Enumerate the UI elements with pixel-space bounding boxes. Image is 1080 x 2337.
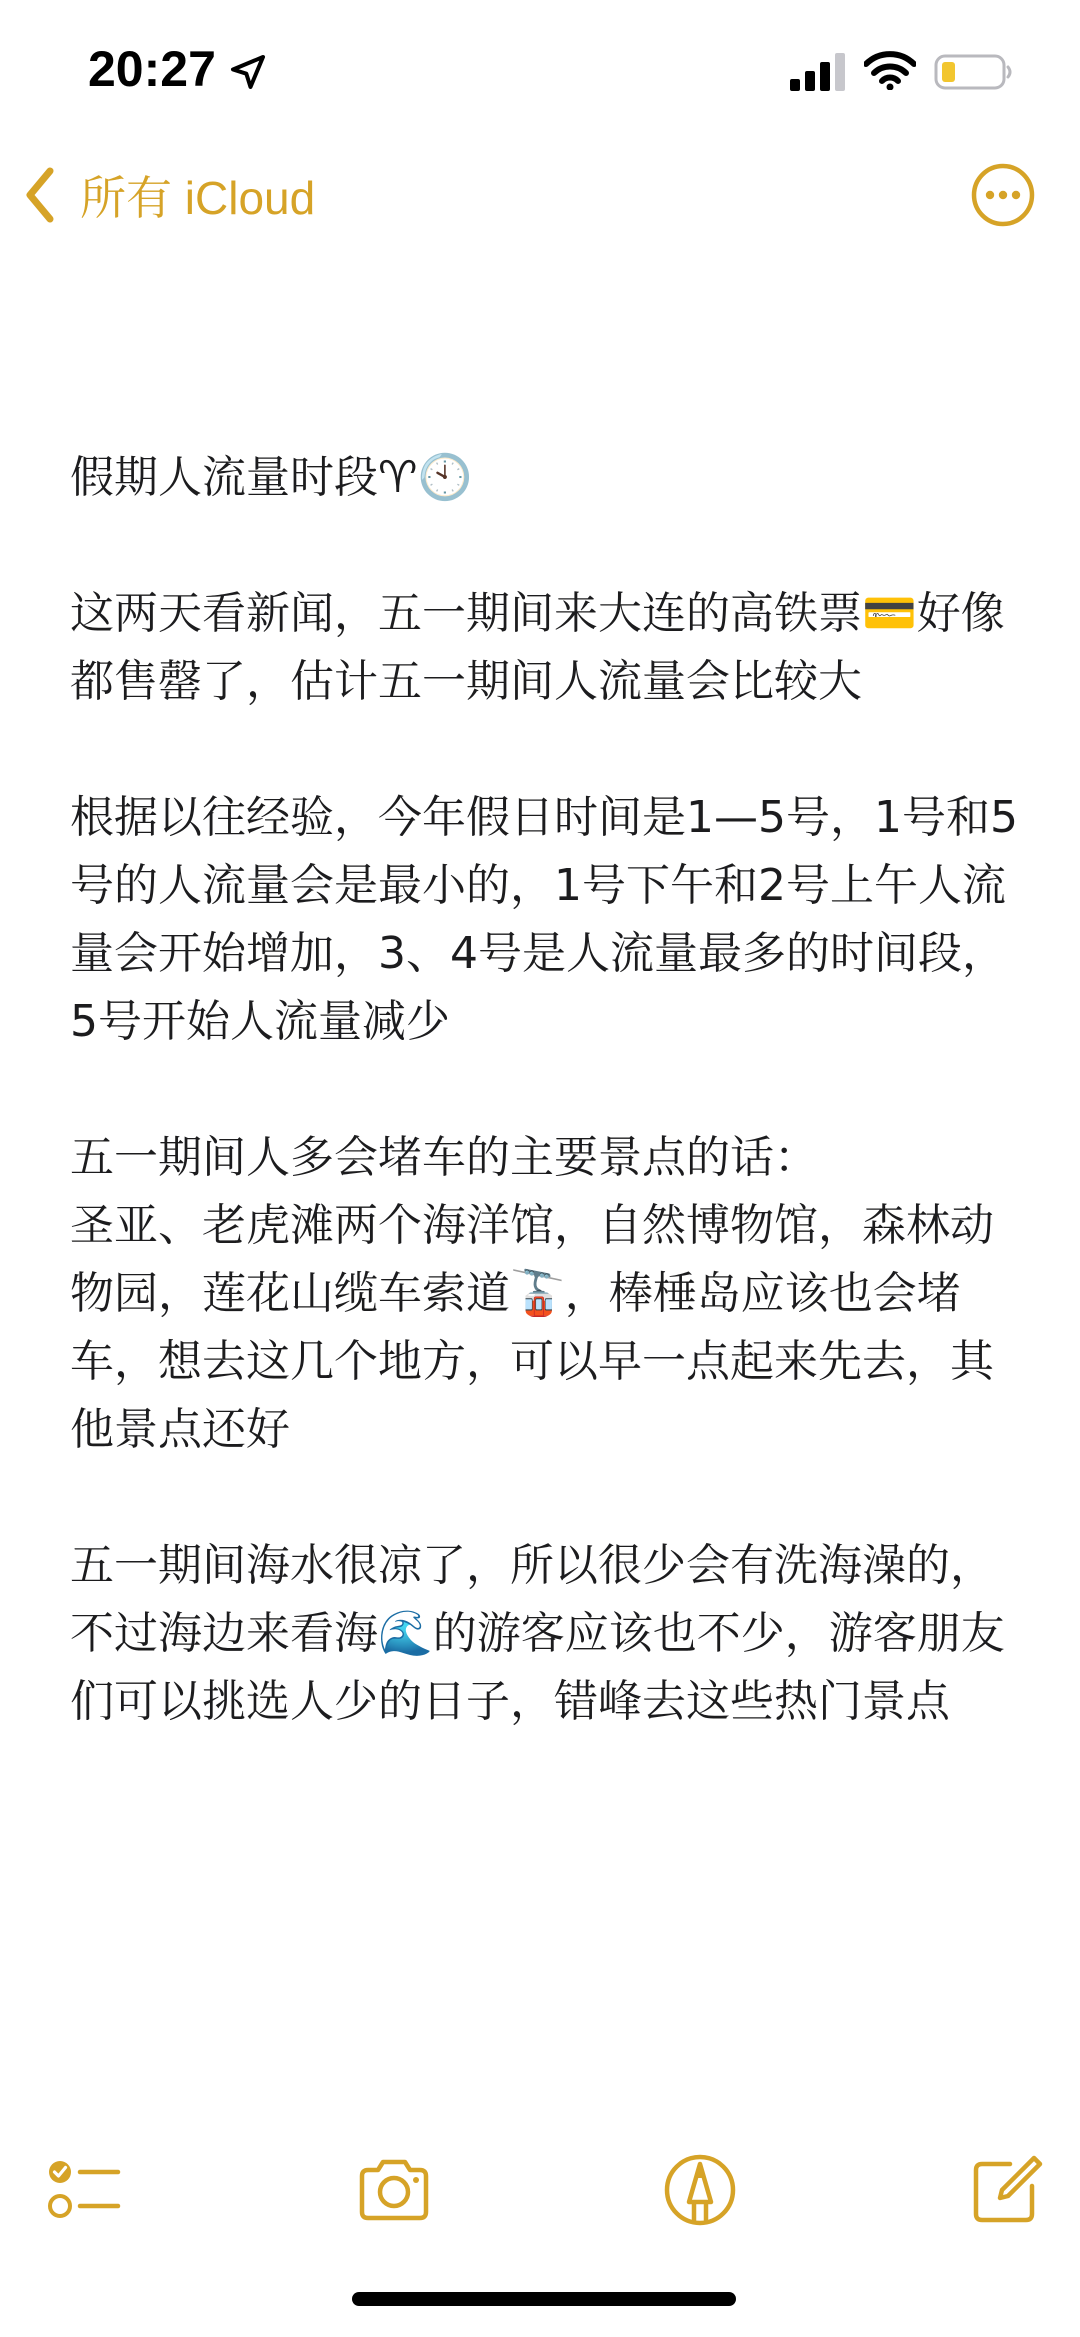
home-indicator[interactable] [352,2292,736,2306]
nav-bar [0,150,1080,240]
note-title[interactable]: 假期人流量时段♈🕙 [70,452,473,503]
note-paragraph[interactable]: 这两天看新闻，五一期间来大连的高铁票💳好像都售罄了，估计五一期间人流量会比较大 [70,588,1005,707]
note-body[interactable] [70,444,1020,1804]
cellular-signal-icon [790,53,848,91]
camera-icon[interactable] [354,2150,434,2230]
status-time: 20:27 [88,41,216,97]
ellipsis-circle-icon[interactable] [970,162,1036,228]
note-paragraph[interactable]: 五一期间人多会堵车的主要景点的话： 圣亚、老虎滩两个海洋馆，自然博物馆，森林动物园，莲花山缆车索道🚡，棒棰岛应该也会堵车，想去这几个地方，可以早一点起来先去，其他景点还好 [70,1132,994,1455]
battery-icon [934,52,1014,92]
compose-icon[interactable] [966,2150,1046,2230]
chevron-left-icon [22,165,58,225]
note-paragraph[interactable]: 五一期间海水很凉了，所以很少会有洗海澡的，不过海边来看海🌊的游客应该也不少，游客朋友们可以挑选人少的日子，错峰去这些热门景点 [70,1540,1005,1727]
back-button-label: 所有 iCloud [80,172,316,224]
location-arrow-icon [228,52,268,92]
bottom-toolbar [0,2140,1080,2240]
back-button[interactable] [22,162,315,228]
markup-pen-icon[interactable] [660,2150,740,2230]
checklist-icon[interactable] [46,2150,126,2230]
wifi-icon [864,50,916,90]
status-bar [0,0,1080,140]
note-paragraph[interactable]: 根据以往经验，今年假日时间是1—5号，1号和5号的人流量会是最小的，1号下午和2号上午人流量会开始增加，3、4号是人流量最多的时间段，5号开始人流量减少 [70,792,1018,1047]
